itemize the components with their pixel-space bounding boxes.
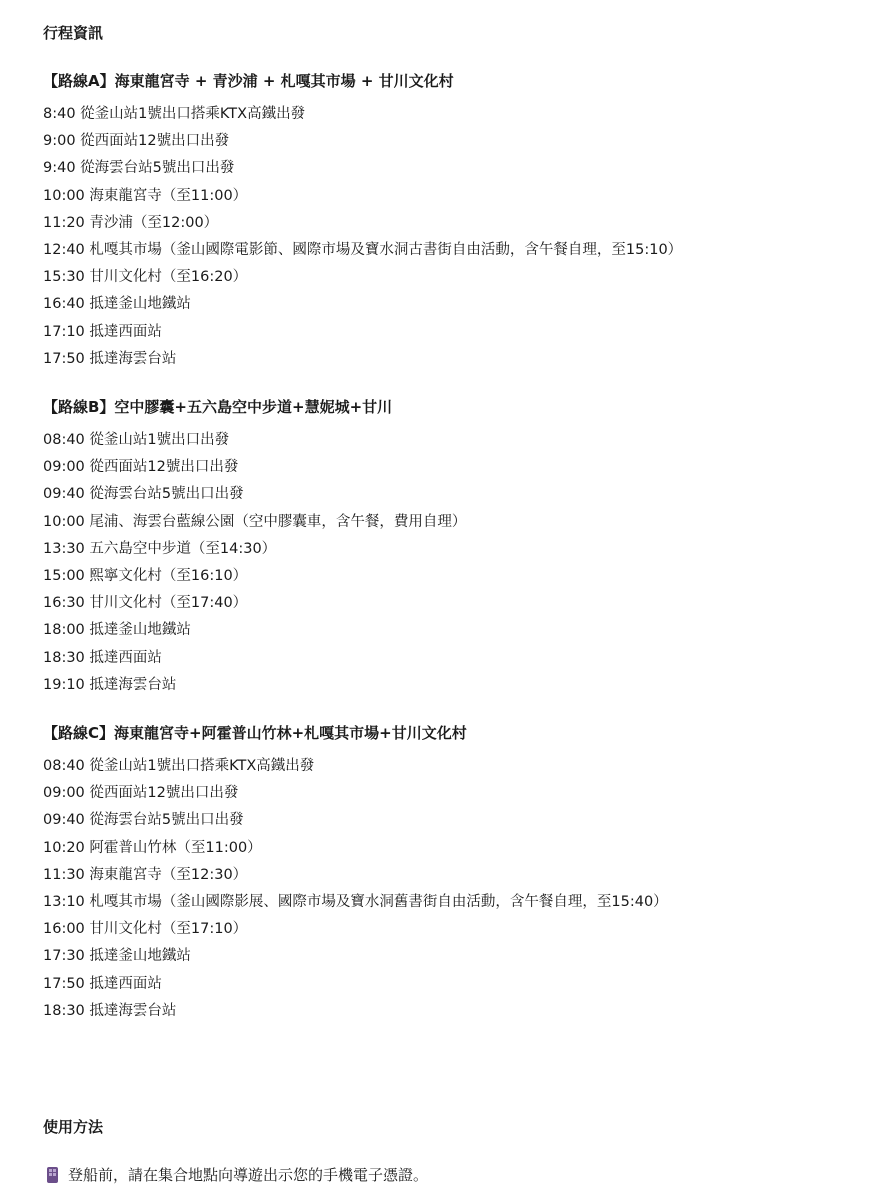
schedule-line: 18:00 抵達釜山地鐵站 <box>43 622 191 639</box>
route-a <box>43 70 873 373</box>
schedule-line: 13:30 五六島空中步道（至14:30） <box>43 540 277 557</box>
schedule-line: 11:20 青沙浦（至12:00） <box>43 214 219 231</box>
schedule-line: 12:40 札嘎其市場（釜山國際電影節、國際市場及寶水洞古書街自由活動，含午餐自理，至15:10） <box>43 242 683 259</box>
schedule-line: 11:30 海東龍宮寺（至12:30） <box>43 866 248 883</box>
schedule-line: 16:40 抵達釜山地鐵站 <box>43 296 191 313</box>
schedule-line: 08:40 從釜山站1號出口搭乘KTX高鐵出發 <box>43 758 315 775</box>
itinerary-heading: 行程資訊 <box>43 24 104 42</box>
schedule-line: 17:10 抵達西面站 <box>43 323 162 340</box>
route-b-schedule <box>43 427 873 699</box>
route-a-schedule <box>43 101 873 373</box>
mobile-voucher-icon <box>47 1167 58 1183</box>
route-c <box>43 722 873 1025</box>
schedule-line: 17:30 抵達釜山地鐵站 <box>43 948 191 965</box>
schedule-line: 09:00 從西面站12號出口出發 <box>43 785 239 802</box>
schedule-line: 19:10 抵達海雲台站 <box>43 676 177 693</box>
schedule-line: 18:30 抵達海雲台站 <box>43 1002 177 1019</box>
usage-instruction <box>43 1164 873 1186</box>
route-a-title: 【路線A】海東龍宮寺 + 青沙浦 + 札嘎其市場 + 甘川文化村 <box>43 72 454 90</box>
schedule-line: 8:40 從釜山站1號出口搭乘KTX高鐵出發 <box>43 106 306 122</box>
schedule-line: 09:40 從海雲台站5號出口出發 <box>43 486 244 503</box>
schedule-line: 10:00 尾浦、海雲台藍線公園（空中膠囊車，含午餐，費用自理） <box>43 513 467 530</box>
schedule-line: 18:30 抵達西面站 <box>43 649 162 666</box>
schedule-line: 16:30 甘川文化村（至17:40） <box>43 595 248 612</box>
usage-instruction-text: 登船前，請在集合地點向導遊出示您的手機電子憑證。 <box>68 1166 429 1184</box>
schedule-line: 16:00 甘川文化村（至17:10） <box>43 921 248 938</box>
schedule-line: 13:10 札嘎其市場（釜山國際影展、國際市場及寶水洞舊書街自由活動，含午餐自理，至15:40） <box>43 894 668 911</box>
schedule-line: 10:00 海東龍宮寺（至11:00） <box>43 187 248 204</box>
usage-heading: 使用方法 <box>43 1118 104 1136</box>
usage-section <box>43 1116 873 1186</box>
schedule-line: 08:40 從釜山站1號出口出發 <box>43 432 230 449</box>
schedule-line: 17:50 抵達海雲台站 <box>43 350 177 367</box>
schedule-line: 17:50 抵達西面站 <box>43 975 162 992</box>
schedule-line: 9:40 從海雲台站5號出口出發 <box>43 160 235 177</box>
route-b-title: 【路線B】空中膠囊+五六島空中步道+慧妮城+甘川 <box>43 398 393 417</box>
schedule-line: 15:30 甘川文化村（至16:20） <box>43 269 248 286</box>
route-c-title: 【路線C】海東龍宮寺+阿霍普山竹林+札嘎其市場+甘川文化村 <box>43 724 467 743</box>
schedule-line: 09:40 從海雲台站5號出口出發 <box>43 812 244 829</box>
schedule-line: 15:00 熙寧文化村（至16:10） <box>43 568 248 585</box>
route-b <box>43 396 873 699</box>
schedule-line: 09:00 從西面站12號出口出發 <box>43 459 239 476</box>
route-c-schedule <box>43 753 873 1025</box>
itinerary-section <box>43 22 873 1025</box>
schedule-line: 10:20 阿霍普山竹林（至11:00） <box>43 839 262 856</box>
schedule-line: 9:00 從西面站12號出口出發 <box>43 133 230 150</box>
